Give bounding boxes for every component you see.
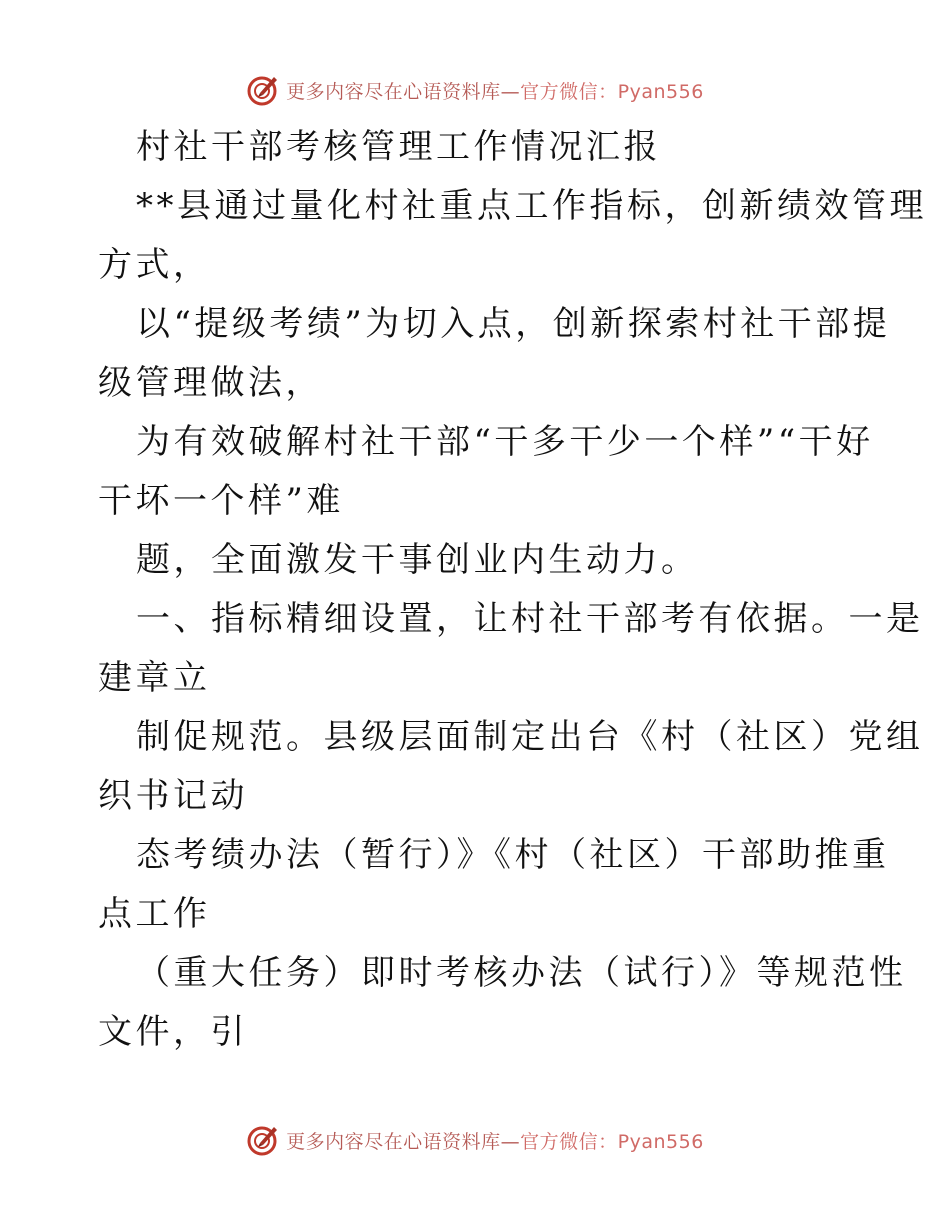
banner-wechat: 官方微信：Pyan556	[520, 80, 704, 103]
paragraph-line: 织书记动	[98, 776, 248, 816]
paragraph-line: 建章立	[98, 658, 211, 698]
banner-dash: —	[500, 1130, 521, 1153]
banner-dash: —	[500, 80, 521, 103]
paragraph-line: 制促规范。县级层面制定出台《村（社区）党组	[136, 717, 924, 757]
document-title: 村社干部考核管理工作情况汇报	[136, 127, 661, 167]
paragraph-line: （重大任务）即时考核办法（试行）》等规范性	[136, 953, 907, 993]
paragraph-line: 题，全面激发干事创业内生动力。	[136, 540, 699, 580]
document-body	[98, 118, 927, 1062]
footer-banner	[0, 1120, 950, 1160]
paragraph-line: 级管理做法，	[98, 363, 323, 403]
pen-circle-logo-icon	[246, 73, 280, 107]
banner-site-name: 更多内容尽在心语资料库	[286, 1130, 501, 1153]
paragraph-line: 文件，引	[98, 1012, 248, 1052]
paragraph-line: 方式，	[98, 245, 211, 285]
header-banner	[0, 70, 950, 110]
section-heading-line: 一、指标精细设置，让村社干部考有依据。一是	[136, 599, 924, 639]
paragraph-line: 点工作	[98, 894, 211, 934]
banner-site-name: 更多内容尽在心语资料库	[286, 80, 501, 103]
paragraph-line: 为有效破解村社干部“干多干少一个样”“干好	[136, 422, 874, 462]
paragraph-line: **县通过量化村社重点工作指标，创新绩效管理	[136, 186, 927, 226]
pen-circle-logo-icon	[246, 1123, 280, 1157]
banner-text	[286, 1127, 704, 1154]
banner-wechat: 官方微信：Pyan556	[520, 1130, 704, 1153]
banner-text	[286, 77, 704, 104]
paragraph-line: 干坏一个样”难	[98, 481, 344, 521]
paragraph-line: 态考绩办法（暂行）》《村（社区）干部助推重	[136, 835, 890, 875]
paragraph-line: 以“提级考绩”为切入点，创新探索村社干部提	[136, 304, 891, 344]
